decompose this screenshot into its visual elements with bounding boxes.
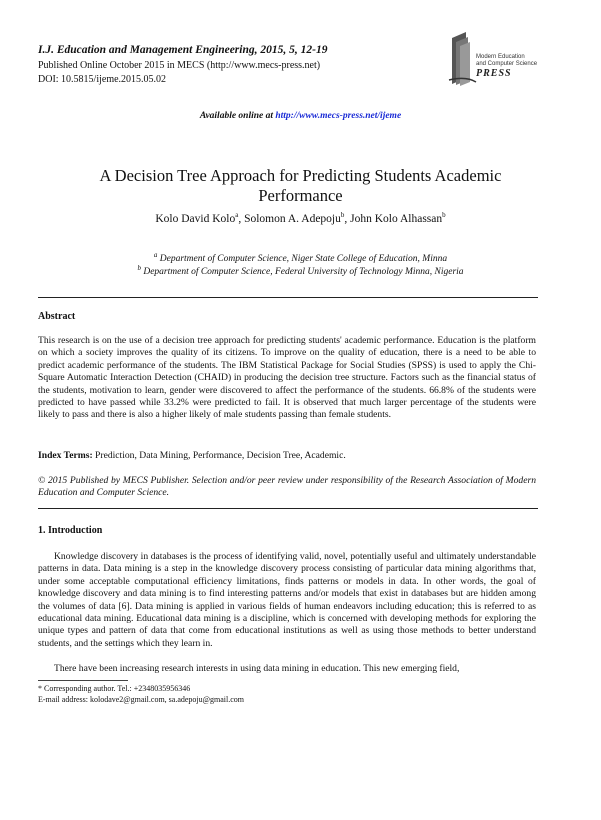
- affiliation-mark: b: [137, 264, 141, 272]
- copyright-notice: © 2015 Published by MECS Publisher. Selection and/or peer review under responsibility of the Research Association of Modern Education and Computer Science.: [38, 475, 536, 499]
- journal-citation: I.J. Education and Management Engineering, 2015, 5, 12-19: [38, 44, 328, 56]
- availability-prefix: Available online at: [199, 111, 276, 121]
- divider-top: [38, 297, 538, 298]
- logo-brand: PRESS: [476, 68, 512, 79]
- abstract-body: This research is on the use of a decision tree approach for predicting students' academic performance. Education is the platform on which a society improves the quality of its citizens. To improve on the quality of education, there is a need to be able to predict academic performance of the students. The IBM Statistical Package for Social Studies (SPSS) is used to apply the Chi-Square Automatic Interaction Detection (CHAID) in producing the decision tree structure. Factors such as the financial status of the students, motivation to learn, gender were discovered to affect the performance of the students. 66.8% of the students were predicted to have passed while 33.2% were predicted to fail. It is observed that much larger percentage of the students were likely to pass and there is also a higher likely of male students passing than female students.: [38, 335, 536, 421]
- journal-url-link[interactable]: http://www.mecs-press.net/ijeme: [275, 111, 402, 121]
- author-list: [0, 211, 601, 225]
- logo-line-2: and Computer Science: [476, 61, 538, 67]
- footnote-rule: [38, 680, 128, 681]
- abstract-heading: Abstract: [38, 311, 76, 322]
- doi-line: DOI: 10.5815/ijeme.2015.05.02: [38, 74, 167, 85]
- author-name: Kolo David Kolo: [155, 212, 236, 225]
- affiliation-text: Department of Computer Science, Niger State College of Education, Minna: [157, 254, 448, 265]
- author-affiliation-mark: a: [235, 211, 239, 219]
- mecs-press-logo: [446, 30, 556, 88]
- affiliation-text: Department of Computer Science, Federal University of Technology Minna, Nigeria: [140, 267, 464, 278]
- introduction-paragraph-2: There have been increasing research interests in using data mining in education. This new emerging field,: [54, 663, 460, 674]
- affiliation-mark: a: [153, 251, 158, 259]
- availability-line: [0, 111, 601, 121]
- introduction-heading: 1. Introduction: [38, 525, 103, 536]
- author-name: Solomon A. Adepoju: [244, 212, 341, 225]
- logo-line-1: Modern Education: [476, 54, 525, 60]
- index-terms-values: Prediction, Data Mining, Performance, Decision Tree, Academic.: [92, 450, 346, 461]
- introduction-paragraph-1: Knowledge discovery in databases is the process of identifying valid, novel, potentially useful and ultimately understandable patterns in data. Data mining is a step in the knowledge discovery process consisting of particular data mining algorithms that, under some acceptable computational efficiency limitations, finds patterns or models in data. In other words, the goal of knowledge discovery and data mining is to find interesting patterns and/or models that exist in databases but are hidden among the volumes of data [6]. Data mining is applied in various fields of human endeavors including education; this is referred to as educational data mining. Educational data mining is a discipline, which is concerned with developing methods for exploring the unique types and pattern of data that come from educational institutions as well as using those methods to better understand students, and the settings which they learn in.: [38, 551, 536, 649]
- affiliation-a: [0, 251, 601, 264]
- affiliation-b: [0, 264, 601, 277]
- published-online-line: Published Online October 2015 in MECS (http://www.mecs-press.net): [38, 60, 321, 71]
- author-name: John Kolo Alhassan: [350, 212, 443, 225]
- author-affiliation-mark: b: [340, 211, 345, 219]
- corresponding-author: * Corresponding author. Tel.: +2348035956346: [38, 684, 191, 693]
- index-terms: [38, 450, 536, 462]
- divider-bottom: [38, 508, 538, 509]
- index-terms-label: Index Terms:: [38, 450, 93, 461]
- author-affiliation-mark: b: [442, 211, 446, 219]
- paper-title: A Decision Tree Approach for Predicting Students Academic Performance: [99, 166, 502, 205]
- author-separator: ,: [238, 212, 245, 225]
- author-separator: ,: [344, 212, 351, 225]
- email-addresses: E-mail address: kolodave2@gmail.com, sa.adepoju@gmail.com: [38, 695, 245, 704]
